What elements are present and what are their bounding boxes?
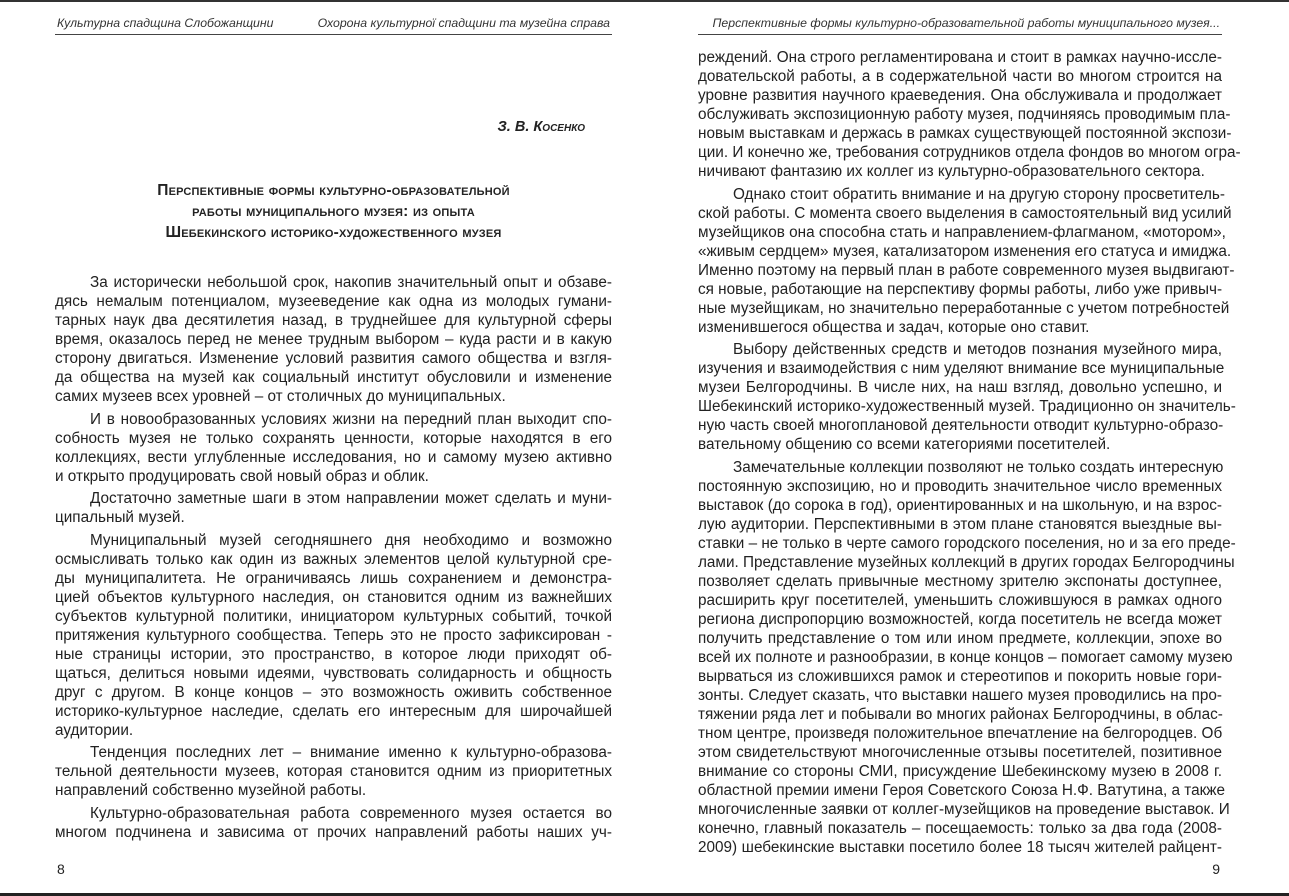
text-line: сторону двигаться. Изменение условий развития самого общества и взгля- — [55, 350, 612, 367]
text-line: лами. Представление музейных коллекций в других городах Белгородчины — [698, 553, 1235, 571]
text-line: направлений собственно музейной работы. — [55, 782, 367, 799]
text-line: ской работы. С момента своего выделения в самостоятельный вид усилий — [698, 204, 1232, 222]
text-line: аудитории. — [55, 721, 134, 739]
text-line: конечно, главный показатель – посещаемость: только за два года (2008- — [698, 819, 1222, 837]
text-line: цией объектов культурного наследия, он становится одним из важнейших — [55, 588, 612, 606]
running-head-article: Перспективные формы культурно-образовательной работы муниципального музея... — [712, 16, 1220, 30]
paragraph — [55, 410, 612, 486]
text-line: осмысливать только как один из важных элементов целой культурной сре- — [55, 550, 612, 568]
text-line: всей их полноте и разнообразии, в конце концов – помогает самому музею — [698, 648, 1233, 666]
paragraph — [55, 804, 612, 842]
author-initials: З. В. — [497, 119, 530, 135]
text-line: историко-культурное наследие, сделать его интересным для широчайшей — [55, 702, 612, 720]
text-line: Однако стоит обратить внимание и на другую сторону просветитель- — [733, 185, 1225, 203]
running-head — [698, 14, 1222, 35]
text-line: Муниципальный музей сегодняшнего дня необходимо и возможно — [90, 531, 612, 549]
text-line: изменившегося общества и задач, которые оно ставит. — [698, 318, 1090, 336]
paragraph — [55, 273, 612, 406]
text-line: щаться, делиться новыми идеями, чувствовать солидарность и общность — [55, 664, 612, 682]
text-line: этом свидетельствуют многочисленные отзывы посетителей, позитивное — [698, 743, 1222, 761]
text-line: вырваться из сложившихся рамок и стереотипов и покорить новые гори- — [698, 667, 1222, 685]
text-line: расширить круг посетителей, уменьшить сложившуюся в рамках одного — [698, 591, 1222, 609]
page-number: 9 — [1212, 861, 1220, 877]
text-line: Именно поэтому на первый план в работе современного музея выдвигают- — [698, 261, 1235, 279]
article-author — [497, 119, 585, 135]
text-line: «живым сердцем» музея, катализатором изменения его статуса и имиджа. — [698, 242, 1232, 260]
text-line: уровне развития научного краеведения. Она обслуживала и продолжает — [698, 87, 1222, 104]
text-line: позволяет сделать привычные местному зрителю экспонаты доступнее, — [698, 572, 1222, 590]
text-line: ные страницы истории, это пространство, в которое люди приходят об- — [55, 645, 612, 663]
text-line: ные музейщикам, но значительно переработанные с учетом потребностей — [698, 299, 1230, 317]
text-line: да общества на музей как социальный институт обусловили и изменение — [55, 369, 612, 386]
author-surname: Косенко — [533, 119, 585, 135]
title-line: Перспективные формы культурно-образовательной — [157, 182, 510, 199]
text-line: тарных наук два десятилетия назад, в труднейшее для культурной сферы — [55, 312, 612, 329]
text-line: самих музеев всех уровней – от столичных до муниципальных. — [55, 388, 506, 405]
text-line: внимание со стороны СМИ, присуждение Шебекинскому музею в 2008 г. — [698, 762, 1222, 780]
text-line: ции. И конечно же, требования сотрудников отдела фондов во многом огра- — [698, 144, 1241, 161]
paragraph — [55, 489, 612, 527]
text-line: ся новые, работающие на перспективу формы работы, либо уже привыч- — [698, 280, 1223, 298]
text-line: выставок (до сорока в год), ориентированных и на школьную, и на взрос- — [698, 496, 1222, 514]
text-line: собность музея не только сохранять ценности, которые находятся в его — [55, 429, 612, 447]
text-line: реждений. Она строго регламентирована и стоит в рамках научно-иссле- — [698, 49, 1222, 66]
text-line: За исторически небольшой срок, накопив значительный опыт и обзаве- — [90, 274, 612, 291]
running-head-section: Охорона культурної спадщини та музейна справа — [317, 16, 610, 30]
paragraph — [55, 531, 612, 740]
text-line: И в новообразованных условиях жизни на передний план выходит спо- — [90, 410, 612, 428]
paragraph — [55, 743, 612, 800]
text-line: довательской работы, а в содержательной части во многом строится на — [698, 68, 1222, 85]
text-line: изучения и взаимодействия с ним уделяют внимание все муниципальные — [698, 360, 1225, 377]
body-text — [698, 48, 1241, 860]
text-line: получить представление о том или ином предмете, коллекции, эпохе во — [698, 629, 1222, 647]
running-head-journal: Культурна спадщина Слобожанщини — [57, 16, 274, 30]
text-line: тяжении ряда лет и побывали во многих районах Белгородчины, в облас- — [698, 705, 1223, 723]
text-line: Культурно-образовательная работа современного музея остается во — [90, 804, 612, 822]
text-line: время, оказалось перед не менее трудным выбором – куда расти и в какую — [55, 331, 612, 348]
text-line: дясь немалым потенциалом, музееведение как одна из молодых гумани- — [55, 293, 612, 310]
text-line: ды муниципалитета. Не ограничиваясь лишь сохранением и демонстра- — [55, 569, 612, 587]
page-number: 8 — [57, 861, 65, 877]
text-line: ципальный музей. — [55, 509, 185, 526]
text-line: Тенденция последних лет – внимание именно к культурно-образова- — [90, 744, 612, 761]
text-line: тном центре, произведя положительное впечатление на белгородцев. Об — [698, 724, 1223, 742]
text-line: Выбору действенных средств и методов познания музейного мира, — [733, 341, 1222, 358]
right-page — [698, 0, 1241, 893]
text-line: притяжения культурного сообщества. Теперь это не просто зафиксирован - — [55, 626, 612, 644]
text-line: музейщиков она способна стать и направлением-флагманом, «мотором», — [698, 223, 1226, 241]
text-line: новым выставкам и держась в рамках существующей постоянной экспози- — [698, 125, 1232, 142]
text-line: 2009) шебекинские выставки посетило более 18 тысяч жителей райцент- — [698, 838, 1222, 856]
text-line: Достаточно заметные шаги в этом направлении может сделать и муни- — [90, 490, 612, 507]
paragraph — [698, 48, 1241, 181]
text-line: вательному общению со всеми категориями посетителей. — [698, 436, 1111, 453]
title-line: Шебекинского историко-художественного музея — [165, 224, 502, 241]
paragraph — [698, 340, 1236, 454]
text-line: Замечательные коллекции позволяют не только создать интересную — [733, 458, 1224, 476]
left-page — [55, 0, 612, 893]
text-line: ную часть своей многоплановой деятельности отводит культурно-образо- — [698, 417, 1224, 434]
text-line: областной премии имени Героя Советского Союза Н.Ф. Ватутина, а также — [698, 781, 1226, 799]
title-line: работы муниципального музея: из опыта — [192, 203, 475, 220]
text-line: зонты. Следует сказать, что выставки нашего музея проводились на про- — [698, 686, 1222, 704]
text-line: коллекциях, вести углубленные исследования, но и самому музею активно — [55, 448, 612, 466]
text-line: обслуживать экспозиционную работу музея, подчиняясь проводимым пла- — [698, 106, 1231, 123]
text-line: лую аудитории. Перспективными в этом плане становятся выездные вы- — [698, 515, 1222, 533]
text-line: многочисленные заявки от коллег-музейщиков на проведение выставок. И — [698, 800, 1230, 818]
paragraph — [698, 458, 1236, 857]
text-line: региона диспропорцию возможностей, когда посетитель не всегда может — [698, 610, 1222, 628]
article-title — [55, 180, 612, 243]
text-line: Шебекинский историко-художественный музей. Традиционно он значитель- — [698, 398, 1236, 415]
text-line: музеи Белгородчины. В числе них, на наш взгляд, довольно успешно, и — [698, 379, 1222, 396]
text-line: тельной деятельности музеев, которая становится одним из приоритетных — [55, 763, 612, 780]
running-head — [55, 14, 612, 35]
text-line: ставки – не только в черте самого городского поселения, но и за его преде- — [698, 534, 1236, 552]
text-line: ничивают фантазию их коллег из культурно-образовательного сектора. — [698, 163, 1205, 180]
text-line: и открыто продуцировать свой новый образ и облик. — [55, 467, 429, 485]
text-line: постоянную экспозицию, но и проводить значительное число временных — [698, 477, 1222, 495]
paragraph — [698, 185, 1235, 337]
body-text — [55, 273, 612, 845]
text-line: многом подчинена и зависима от прочих направлений работы наших уч- — [55, 823, 612, 841]
text-line: друг с другом. В конце концов – это возможность оживить собственное — [55, 683, 612, 701]
text-line: субъектов культурной политики, инициатором культурных событий, точкой — [55, 607, 612, 625]
